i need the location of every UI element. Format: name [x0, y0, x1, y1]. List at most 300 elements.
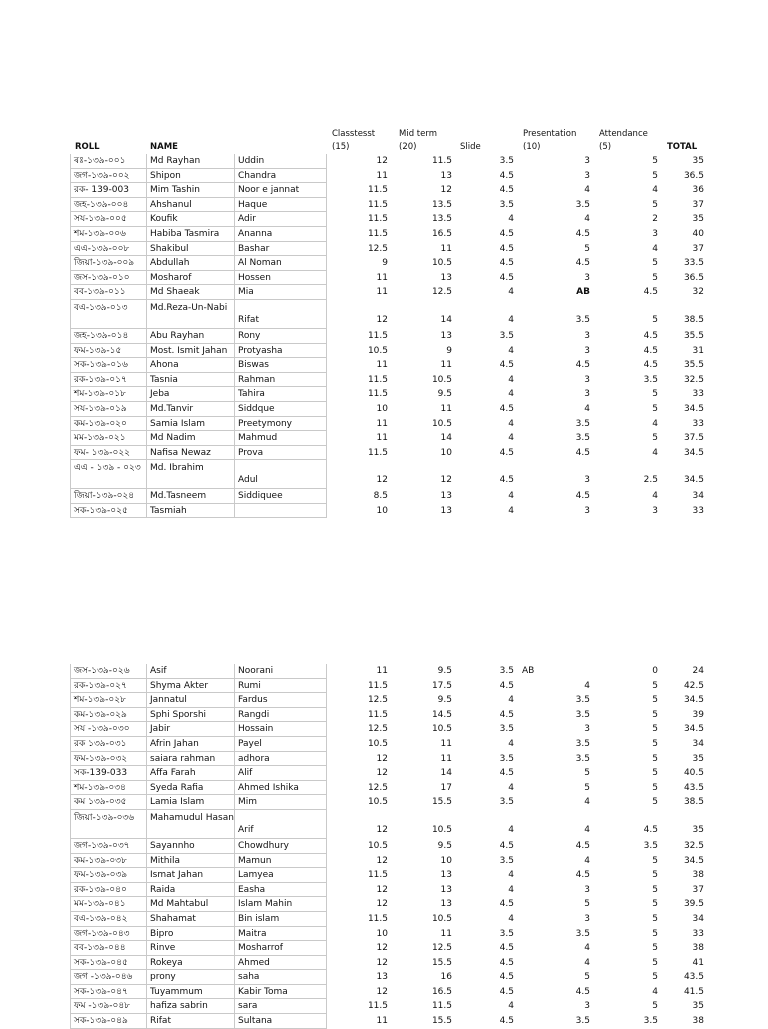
classtest-cell: 8.5: [373, 491, 388, 502]
last-name-cell: Protyasha: [234, 344, 327, 359]
first-name-cell: hafiza sabrin: [146, 999, 234, 1014]
table-row: [70, 373, 710, 388]
table-row: [70, 912, 710, 927]
presentation-cell: 5: [584, 899, 590, 910]
presentation-cell: 3.5: [575, 1016, 590, 1027]
table-row: [70, 839, 710, 854]
total-cell: 37: [692, 243, 704, 254]
header-midterm: Mid term: [399, 129, 437, 139]
midterm-cell: 10.5: [431, 913, 452, 924]
total-cell: 34.5: [683, 695, 704, 706]
slide-cell: 4.5: [499, 986, 514, 997]
table-row: [70, 242, 710, 257]
last-name-cell: Adul: [234, 460, 327, 489]
first-name-cell: Ismat Jahan: [146, 868, 234, 883]
total-cell: 39.5: [683, 899, 704, 910]
attendance-cell: 5: [652, 433, 658, 444]
slide-cell: 4: [508, 491, 514, 502]
table-row: [70, 985, 710, 1000]
total-cell: 24: [692, 666, 704, 676]
table-row: [70, 212, 710, 227]
presentation-cell: 4: [584, 855, 590, 866]
presentation-cell: 3.5: [575, 418, 590, 429]
table-row: [70, 679, 710, 694]
table-row: [70, 956, 710, 971]
last-name-cell: saha: [234, 970, 327, 985]
presentation-cell: 3.5: [575, 738, 590, 749]
last-name-cell: Rumi: [234, 679, 327, 694]
table-row: [70, 664, 710, 679]
roll-cell: ফম-১৩৯-০৩২: [70, 752, 146, 767]
total-cell: 38.5: [683, 797, 704, 808]
total-cell: 37: [692, 884, 704, 895]
table-row: [70, 256, 710, 271]
midterm-cell: 11: [440, 360, 452, 371]
classtest-cell: 12: [376, 753, 388, 764]
slide-cell: 3.5: [499, 928, 514, 939]
roll-cell: জগ-১৩৯-০৩৭: [70, 839, 146, 854]
midterm-cell: 17.5: [431, 680, 452, 691]
table-row: [70, 402, 710, 417]
classtest-cell: 11: [376, 272, 388, 283]
attendance-cell: 4.5: [643, 360, 658, 371]
roll-cell: এএ-১৩৯-০০৮: [70, 242, 146, 257]
first-name-cell: Md Shaeak: [146, 285, 234, 300]
roll-cell: রক- 139-003: [70, 183, 146, 198]
midterm-cell: 17: [440, 782, 452, 793]
slide-cell: 4.5: [499, 228, 514, 239]
slide-cell: 4.5: [499, 475, 514, 486]
total-cell: 33: [692, 928, 704, 939]
first-name-cell: Mosharof: [146, 271, 234, 286]
roll-cell: কম-১৩৯-০২৯: [70, 708, 146, 723]
slide-cell: 4: [508, 345, 514, 356]
midterm-cell: 13: [440, 899, 452, 910]
classtest-cell: 11.5: [367, 709, 388, 720]
total-cell: 36.5: [683, 170, 704, 181]
last-name-cell: Maitra: [234, 927, 327, 942]
table-row: [70, 693, 710, 708]
attendance-cell: 5: [652, 753, 658, 764]
slide-cell: 3.5: [499, 199, 514, 210]
first-name-cell: Md Mahtabul: [146, 897, 234, 912]
attendance-cell: 5: [652, 913, 658, 924]
slide-cell: 4.5: [499, 403, 514, 414]
table-row: [70, 795, 710, 810]
table-row: [70, 941, 710, 956]
roll-cell: রক-১৩৯-০৪০: [70, 883, 146, 898]
slide-cell: 4.5: [499, 943, 514, 954]
presentation-cell: 3: [584, 475, 590, 486]
table-row: [70, 708, 710, 723]
total-cell: 42.5: [683, 680, 704, 691]
midterm-cell: 15.5: [431, 1016, 452, 1027]
attendance-cell: 4.5: [643, 345, 658, 356]
classtest-cell: 9: [382, 258, 388, 269]
last-name-cell: Rifat: [234, 300, 327, 329]
last-name-cell: Mosharrof: [234, 941, 327, 956]
classtest-cell: 11.5: [367, 447, 388, 458]
last-name-cell: sara: [234, 999, 327, 1014]
classtest-cell: 11.5: [367, 870, 388, 881]
midterm-cell: 13: [440, 505, 452, 516]
last-name-cell: Noorani: [234, 664, 327, 679]
total-cell: 34.5: [683, 447, 704, 458]
classtest-cell: 11: [376, 433, 388, 444]
classtest-cell: 11: [376, 418, 388, 429]
classtest-cell: 12.5: [367, 695, 388, 706]
classtest-cell: 12: [376, 943, 388, 954]
first-name-cell: saiara rahman: [146, 752, 234, 767]
first-name-cell: Most. Ismit Jahan: [146, 344, 234, 359]
table-row: [70, 431, 710, 446]
first-name-cell: Shipon: [146, 169, 234, 184]
first-name-cell: Md Nadim: [146, 431, 234, 446]
first-name-cell: Habiba Tasmira: [146, 227, 234, 242]
slide-cell: 4.5: [499, 840, 514, 851]
total-cell: 34.5: [683, 855, 704, 866]
first-name-cell: Mim Tashin: [146, 183, 234, 198]
midterm-cell: 11: [440, 403, 452, 414]
attendance-cell: 5: [652, 797, 658, 808]
roll-cell: রক ১৩৯-০৩১: [70, 737, 146, 752]
slide-cell: 4: [508, 214, 514, 225]
header-midterm-max: (20): [399, 142, 417, 152]
table-row: [70, 854, 710, 869]
table-row: [70, 752, 710, 767]
midterm-cell: 10.5: [431, 258, 452, 269]
presentation-cell: 4: [584, 403, 590, 414]
total-cell: 34.5: [683, 475, 704, 486]
presentation-cell: 3: [584, 913, 590, 924]
roll-cell: ফম -১৩৯-০৪৮: [70, 999, 146, 1014]
last-name-cell: Preetymony: [234, 417, 327, 432]
classtest-cell: 11.5: [367, 374, 388, 385]
midterm-cell: 10.5: [431, 724, 452, 735]
roll-cell: সক-১৩৯-০১৬: [70, 358, 146, 373]
last-name-cell: Adir: [234, 212, 327, 227]
total-cell: 36.5: [683, 272, 704, 283]
presentation-cell: 3.5: [575, 753, 590, 764]
marks-table-2: [70, 664, 710, 1029]
first-name-cell: Tasnia: [146, 373, 234, 388]
midterm-cell: 10.5: [431, 418, 452, 429]
total-cell: 41: [692, 957, 704, 968]
first-name-cell: Samia Islam: [146, 417, 234, 432]
presentation-cell: 4.5: [575, 447, 590, 458]
last-name-cell: Chandra: [234, 169, 327, 184]
roll-cell: সক-১৩৯-০৪৭: [70, 985, 146, 1000]
attendance-cell: 5: [652, 724, 658, 735]
presentation-cell: 3.5: [575, 314, 590, 325]
attendance-cell: 5: [652, 899, 658, 910]
first-name-cell: Mahamudul Hasan: [146, 810, 234, 839]
classtest-cell: 10.5: [367, 840, 388, 851]
presentation-cell: 3.5: [575, 433, 590, 444]
total-cell: 32.5: [683, 840, 704, 851]
slide-cell: 4.5: [499, 360, 514, 371]
attendance-cell: 5: [652, 709, 658, 720]
total-cell: 35: [692, 824, 704, 835]
first-name-cell: Shahamat: [146, 912, 234, 927]
midterm-cell: 10.5: [431, 374, 452, 385]
first-name-cell: Shakibul: [146, 242, 234, 257]
roll-cell: জগ-১৩৯-০৪৩: [70, 927, 146, 942]
roll-cell: ফম-১৩৯-০৩৯: [70, 868, 146, 883]
total-cell: 38: [692, 870, 704, 881]
marks-table-1: [70, 126, 710, 518]
roll-cell: শম-১৩৯-০২৮: [70, 693, 146, 708]
first-name-cell: Jeba: [146, 387, 234, 402]
last-name-cell: Fardus: [234, 693, 327, 708]
slide-cell: 4.5: [499, 243, 514, 254]
slide-cell: 4: [508, 738, 514, 749]
midterm-cell: 10.5: [431, 824, 452, 835]
midterm-cell: 12: [440, 475, 452, 486]
roll-cell: ফম-১৩৯-১৫: [70, 344, 146, 359]
roll-cell: জস-১৩৯-০২৬: [70, 664, 146, 679]
total-cell: 35: [692, 156, 704, 166]
classtest-cell: 11: [376, 170, 388, 181]
midterm-cell: 12: [440, 185, 452, 196]
classtest-cell: 12: [376, 986, 388, 997]
presentation-cell: 3: [584, 272, 590, 283]
table-row: [70, 897, 710, 912]
table-row: [70, 227, 710, 242]
slide-cell: 4.5: [499, 447, 514, 458]
last-name-cell: Chowdhury: [234, 839, 327, 854]
classtest-cell: 12: [376, 156, 388, 166]
classtest-cell: 11: [376, 287, 388, 298]
first-name-cell: Md.Tasneem: [146, 489, 234, 504]
last-name-cell: Arif: [234, 810, 327, 839]
roll-cell: শম-১৩৯-০০৬: [70, 227, 146, 242]
presentation-cell: 3.5: [575, 695, 590, 706]
slide-cell: 4: [508, 314, 514, 325]
header-attendance-max: (5): [599, 142, 612, 152]
table-row: [70, 271, 710, 286]
attendance-cell: 5: [652, 768, 658, 779]
total-cell: 32.5: [683, 374, 704, 385]
header-slide: Slide: [460, 142, 481, 152]
midterm-cell: 16.5: [431, 228, 452, 239]
total-cell: 36: [692, 185, 704, 196]
midterm-cell: 13: [440, 330, 452, 341]
last-name-cell: adhora: [234, 752, 327, 767]
last-name-cell: Ahmed Ishika: [234, 781, 327, 796]
roll-cell: ফম- ১৩৯-০২২: [70, 446, 146, 461]
total-cell: 35: [692, 753, 704, 764]
presentation-cell: 4: [584, 680, 590, 691]
roll-cell: শম-১৩৯-০৩৪: [70, 781, 146, 796]
first-name-cell: Rifat: [146, 1014, 234, 1029]
attendance-cell: 5: [652, 928, 658, 939]
attendance-cell: 2: [652, 214, 658, 225]
last-name-cell: Rony: [234, 329, 327, 344]
attendance-cell: 3.5: [643, 374, 658, 385]
classtest-cell: 10: [376, 505, 388, 516]
classtest-cell: 10.5: [367, 797, 388, 808]
last-name-cell: Mahmud: [234, 431, 327, 446]
attendance-cell: 4: [652, 986, 658, 997]
first-name-cell: Raida: [146, 883, 234, 898]
attendance-cell: 5: [652, 957, 658, 968]
roll-cell: কম ১৩৯-০৩৫: [70, 795, 146, 810]
first-name-cell: Md Rayhan: [146, 154, 234, 169]
slide-cell: 4: [508, 389, 514, 400]
attendance-cell: 5: [652, 258, 658, 269]
table-row: [70, 169, 710, 184]
midterm-cell: 13.5: [431, 199, 452, 210]
attendance-cell: 4.5: [643, 330, 658, 341]
classtest-cell: 12: [376, 475, 388, 486]
table-row: [70, 999, 710, 1014]
classtest-cell: 12: [376, 855, 388, 866]
header-attendance: Attendance: [599, 129, 648, 139]
last-name-cell: Bin islam: [234, 912, 327, 927]
roll-cell: সয-১৩৯-০০৫: [70, 212, 146, 227]
attendance-cell: 5: [652, 170, 658, 181]
table-row: [70, 198, 710, 213]
total-cell: 43.5: [683, 972, 704, 983]
table-row: [70, 285, 710, 300]
midterm-cell: 16.5: [431, 986, 452, 997]
table-row: [70, 722, 710, 737]
last-name-cell: Lamyea: [234, 868, 327, 883]
table-row: [70, 417, 710, 432]
presentation-cell: 4: [584, 214, 590, 225]
table-row: [70, 300, 710, 329]
roll-cell: সয -১৩৯-০৩০: [70, 722, 146, 737]
first-name-cell: Asif: [146, 664, 234, 679]
attendance-cell: 5: [652, 314, 658, 325]
midterm-cell: 9.5: [437, 840, 452, 851]
attendance-cell: 5: [652, 738, 658, 749]
classtest-cell: 11.5: [367, 913, 388, 924]
midterm-cell: 9.5: [437, 666, 452, 676]
slide-cell: 4: [508, 374, 514, 385]
classtest-cell: 12: [376, 899, 388, 910]
total-cell: 40: [692, 228, 704, 239]
presentation-cell: AB: [522, 666, 535, 676]
total-cell: 41.5: [683, 986, 704, 997]
slide-cell: 4: [508, 782, 514, 793]
presentation-cell: 3.5: [575, 928, 590, 939]
attendance-cell: 0: [652, 666, 658, 676]
attendance-cell: 5: [652, 156, 658, 166]
table-row: [70, 460, 710, 489]
presentation-cell: 4.5: [575, 491, 590, 502]
last-name-cell: Rahman: [234, 373, 327, 388]
slide-cell: 4.5: [499, 680, 514, 691]
presentation-cell: 3: [584, 170, 590, 181]
classtest-cell: 11: [376, 360, 388, 371]
last-name-cell: Siddiquee: [234, 489, 327, 504]
attendance-cell: 5: [652, 272, 658, 283]
header-classtest-max: (15): [332, 142, 350, 152]
roll-cell: জহ-১৩৯-০১৪: [70, 329, 146, 344]
last-name-cell: Mamun: [234, 854, 327, 869]
presentation-cell: 4: [584, 957, 590, 968]
midterm-cell: 10: [440, 855, 452, 866]
table-row: [70, 1014, 710, 1029]
presentation-cell: 4.5: [575, 840, 590, 851]
roll-cell: মম-১৩৯-০৪১: [70, 897, 146, 912]
last-name-cell: Ahmed: [234, 956, 327, 971]
presentation-cell: 3: [584, 389, 590, 400]
roll-cell: সক-139-033: [70, 766, 146, 781]
first-name-cell: Ahona: [146, 358, 234, 373]
classtest-cell: 12: [376, 768, 388, 779]
presentation-cell: 5: [584, 782, 590, 793]
attendance-cell: 4: [652, 447, 658, 458]
attendance-cell: 5: [652, 943, 658, 954]
attendance-cell: 5: [652, 782, 658, 793]
classtest-cell: 11.5: [367, 1001, 388, 1012]
total-cell: 39: [692, 709, 704, 720]
midterm-cell: 14: [440, 314, 452, 325]
presentation-cell: 4.5: [575, 228, 590, 239]
roll-cell: ৰঃ-১৩৯-০০১: [70, 154, 146, 169]
table-row: [70, 970, 710, 985]
total-cell: 34: [692, 491, 704, 502]
slide-cell: 4.5: [499, 258, 514, 269]
last-name-cell: Rangdi: [234, 708, 327, 723]
first-name-cell: Afrin Jahan: [146, 737, 234, 752]
last-name-cell: Sultana: [234, 1014, 327, 1029]
midterm-cell: 11.5: [431, 1001, 452, 1012]
total-cell: 40.5: [683, 768, 704, 779]
slide-cell: 4: [508, 695, 514, 706]
header-total: TOTAL: [667, 142, 698, 152]
roll-cell: জিয়া-১৩৯-০০৯: [70, 256, 146, 271]
slide-cell: 4: [508, 824, 514, 835]
slide-cell: 4: [508, 433, 514, 444]
last-name-cell: Payel: [234, 737, 327, 752]
table-row: [70, 446, 710, 461]
classtest-cell: 11.5: [367, 214, 388, 225]
last-name-cell: Haque: [234, 198, 327, 213]
presentation-cell: 3: [584, 330, 590, 341]
slide-cell: 4.5: [499, 170, 514, 181]
header-classtest: Classtesst: [332, 129, 376, 139]
table-row: [70, 358, 710, 373]
presentation-cell: 3.5: [575, 199, 590, 210]
slide-cell: 3.5: [499, 666, 514, 676]
presentation-cell: 4: [584, 797, 590, 808]
classtest-cell: 11.5: [367, 680, 388, 691]
presentation-cell: 4: [584, 185, 590, 196]
total-cell: 38: [692, 1016, 704, 1027]
total-cell: 34.5: [683, 724, 704, 735]
classtest-cell: 11.5: [367, 330, 388, 341]
table-row: [70, 489, 710, 504]
midterm-cell: 12.5: [431, 287, 452, 298]
classtest-cell: 12: [376, 884, 388, 895]
total-cell: 35.5: [683, 360, 704, 371]
total-cell: 33: [692, 418, 704, 429]
first-name-cell: prony: [146, 970, 234, 985]
table-row: [70, 183, 710, 198]
first-name-cell: Md.Tanvir: [146, 402, 234, 417]
classtest-cell: 10.5: [367, 345, 388, 356]
presentation-cell: 4.5: [575, 870, 590, 881]
midterm-cell: 13.5: [431, 214, 452, 225]
attendance-cell: 3.5: [643, 840, 658, 851]
roll-cell: রক-১৩৯-০১৭: [70, 373, 146, 388]
classtest-cell: 12.5: [367, 243, 388, 254]
slide-cell: 3.5: [499, 156, 514, 166]
